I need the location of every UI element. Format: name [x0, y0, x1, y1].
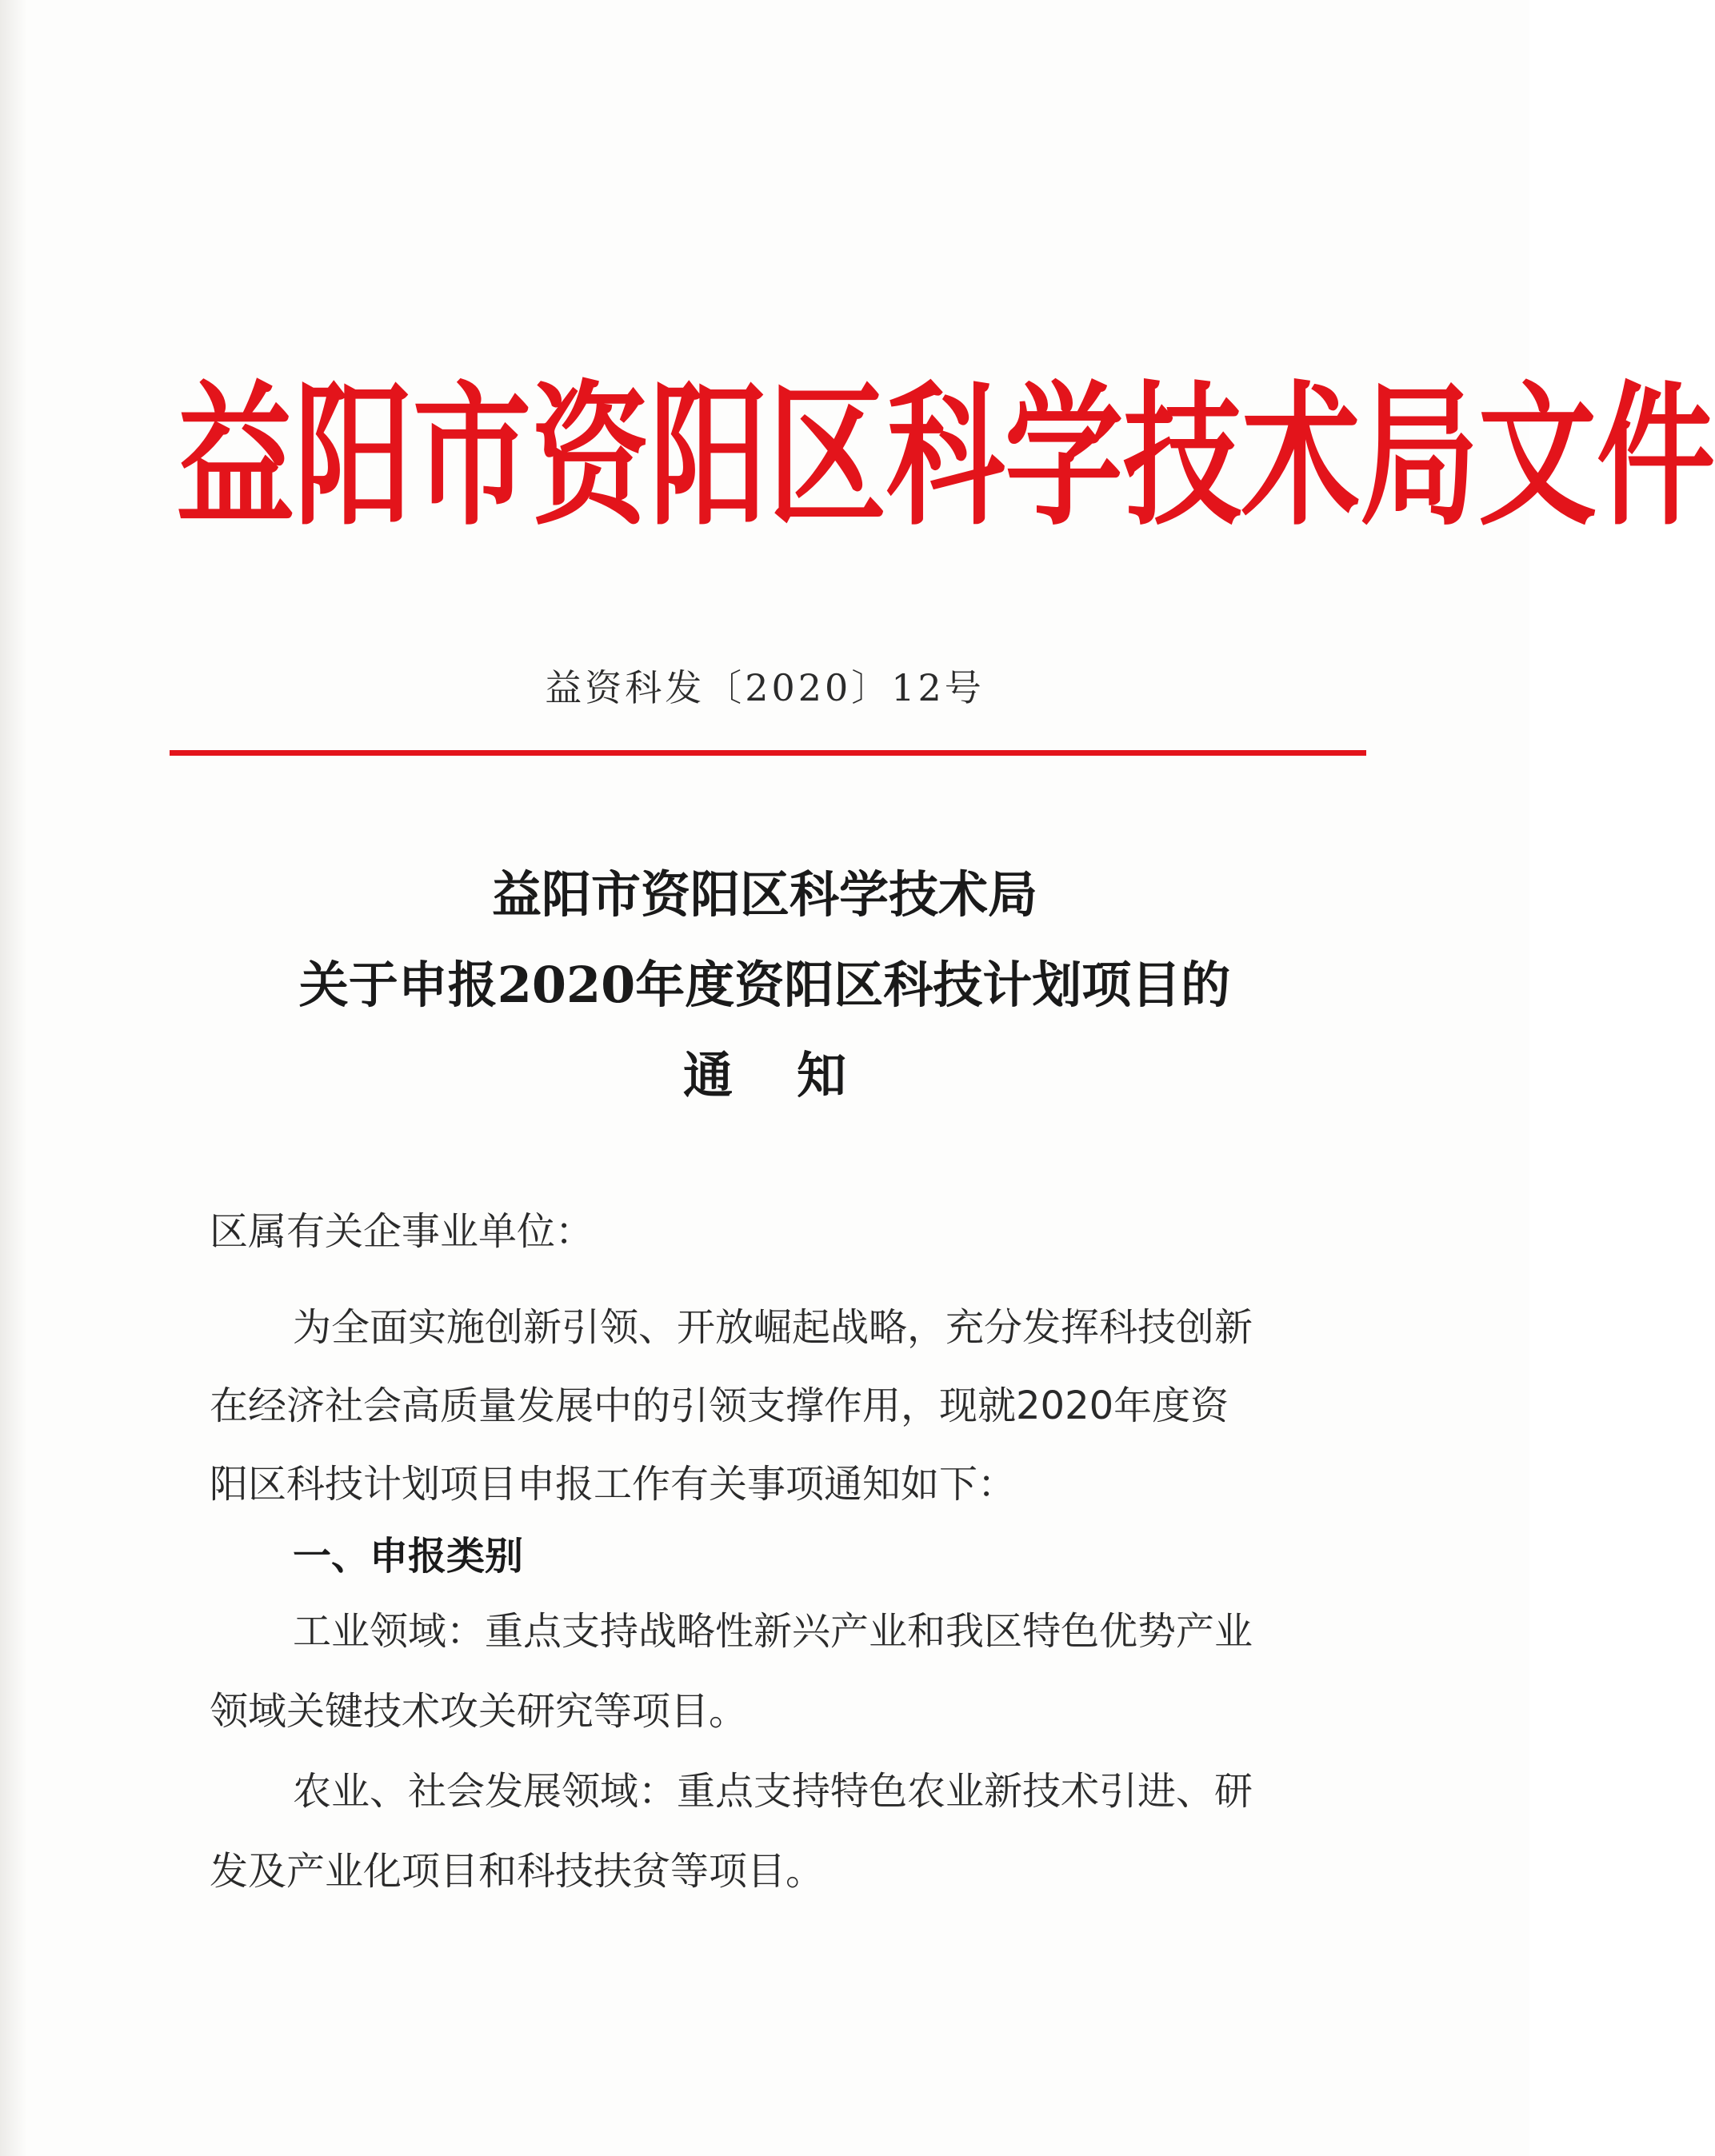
paragraph-1-line-2: 在经济社会高质量发展中的引领支撑作用，现就2020年度资	[210, 1383, 1229, 1428]
section-heading-1: 一、申报类别	[293, 1534, 524, 1579]
paragraph-1-line-1: 为全面实施创新引领、开放崛起战略，充分发挥科技创新	[293, 1305, 1253, 1350]
paragraph-1-line-3: 阳区科技计划项目申报工作有关事项通知如下：	[210, 1462, 1017, 1507]
paragraph-3-line-1: 农业、社会发展领域：重点支持特色农业新技术引进、研	[293, 1769, 1253, 1814]
salutation: 区属有关企事业单位：	[210, 1209, 594, 1254]
paragraph-2-line-1: 工业领域：重点支持战略性新兴产业和我区特色优势产业	[293, 1609, 1253, 1654]
paragraph-2-line-2: 领域关键技术攻关研究等项目。	[210, 1689, 748, 1734]
notice-title-line-3: 通知	[682, 1046, 910, 1104]
red-divider-line	[170, 750, 1366, 756]
document-number: 益资科发〔2020〕12号	[545, 666, 985, 709]
notice-title-line-1: 益阳市资阳区科学技术局	[491, 865, 1037, 924]
notice-title-line-2: 关于申报2020年度资阳区科技计划项目的	[298, 956, 1231, 1014]
masthead-title: 益阳市资阳区科学技术局文件	[176, 365, 1715, 547]
paragraph-3-line-2: 发及产业化项目和科技扶贫等项目。	[210, 1849, 825, 1894]
